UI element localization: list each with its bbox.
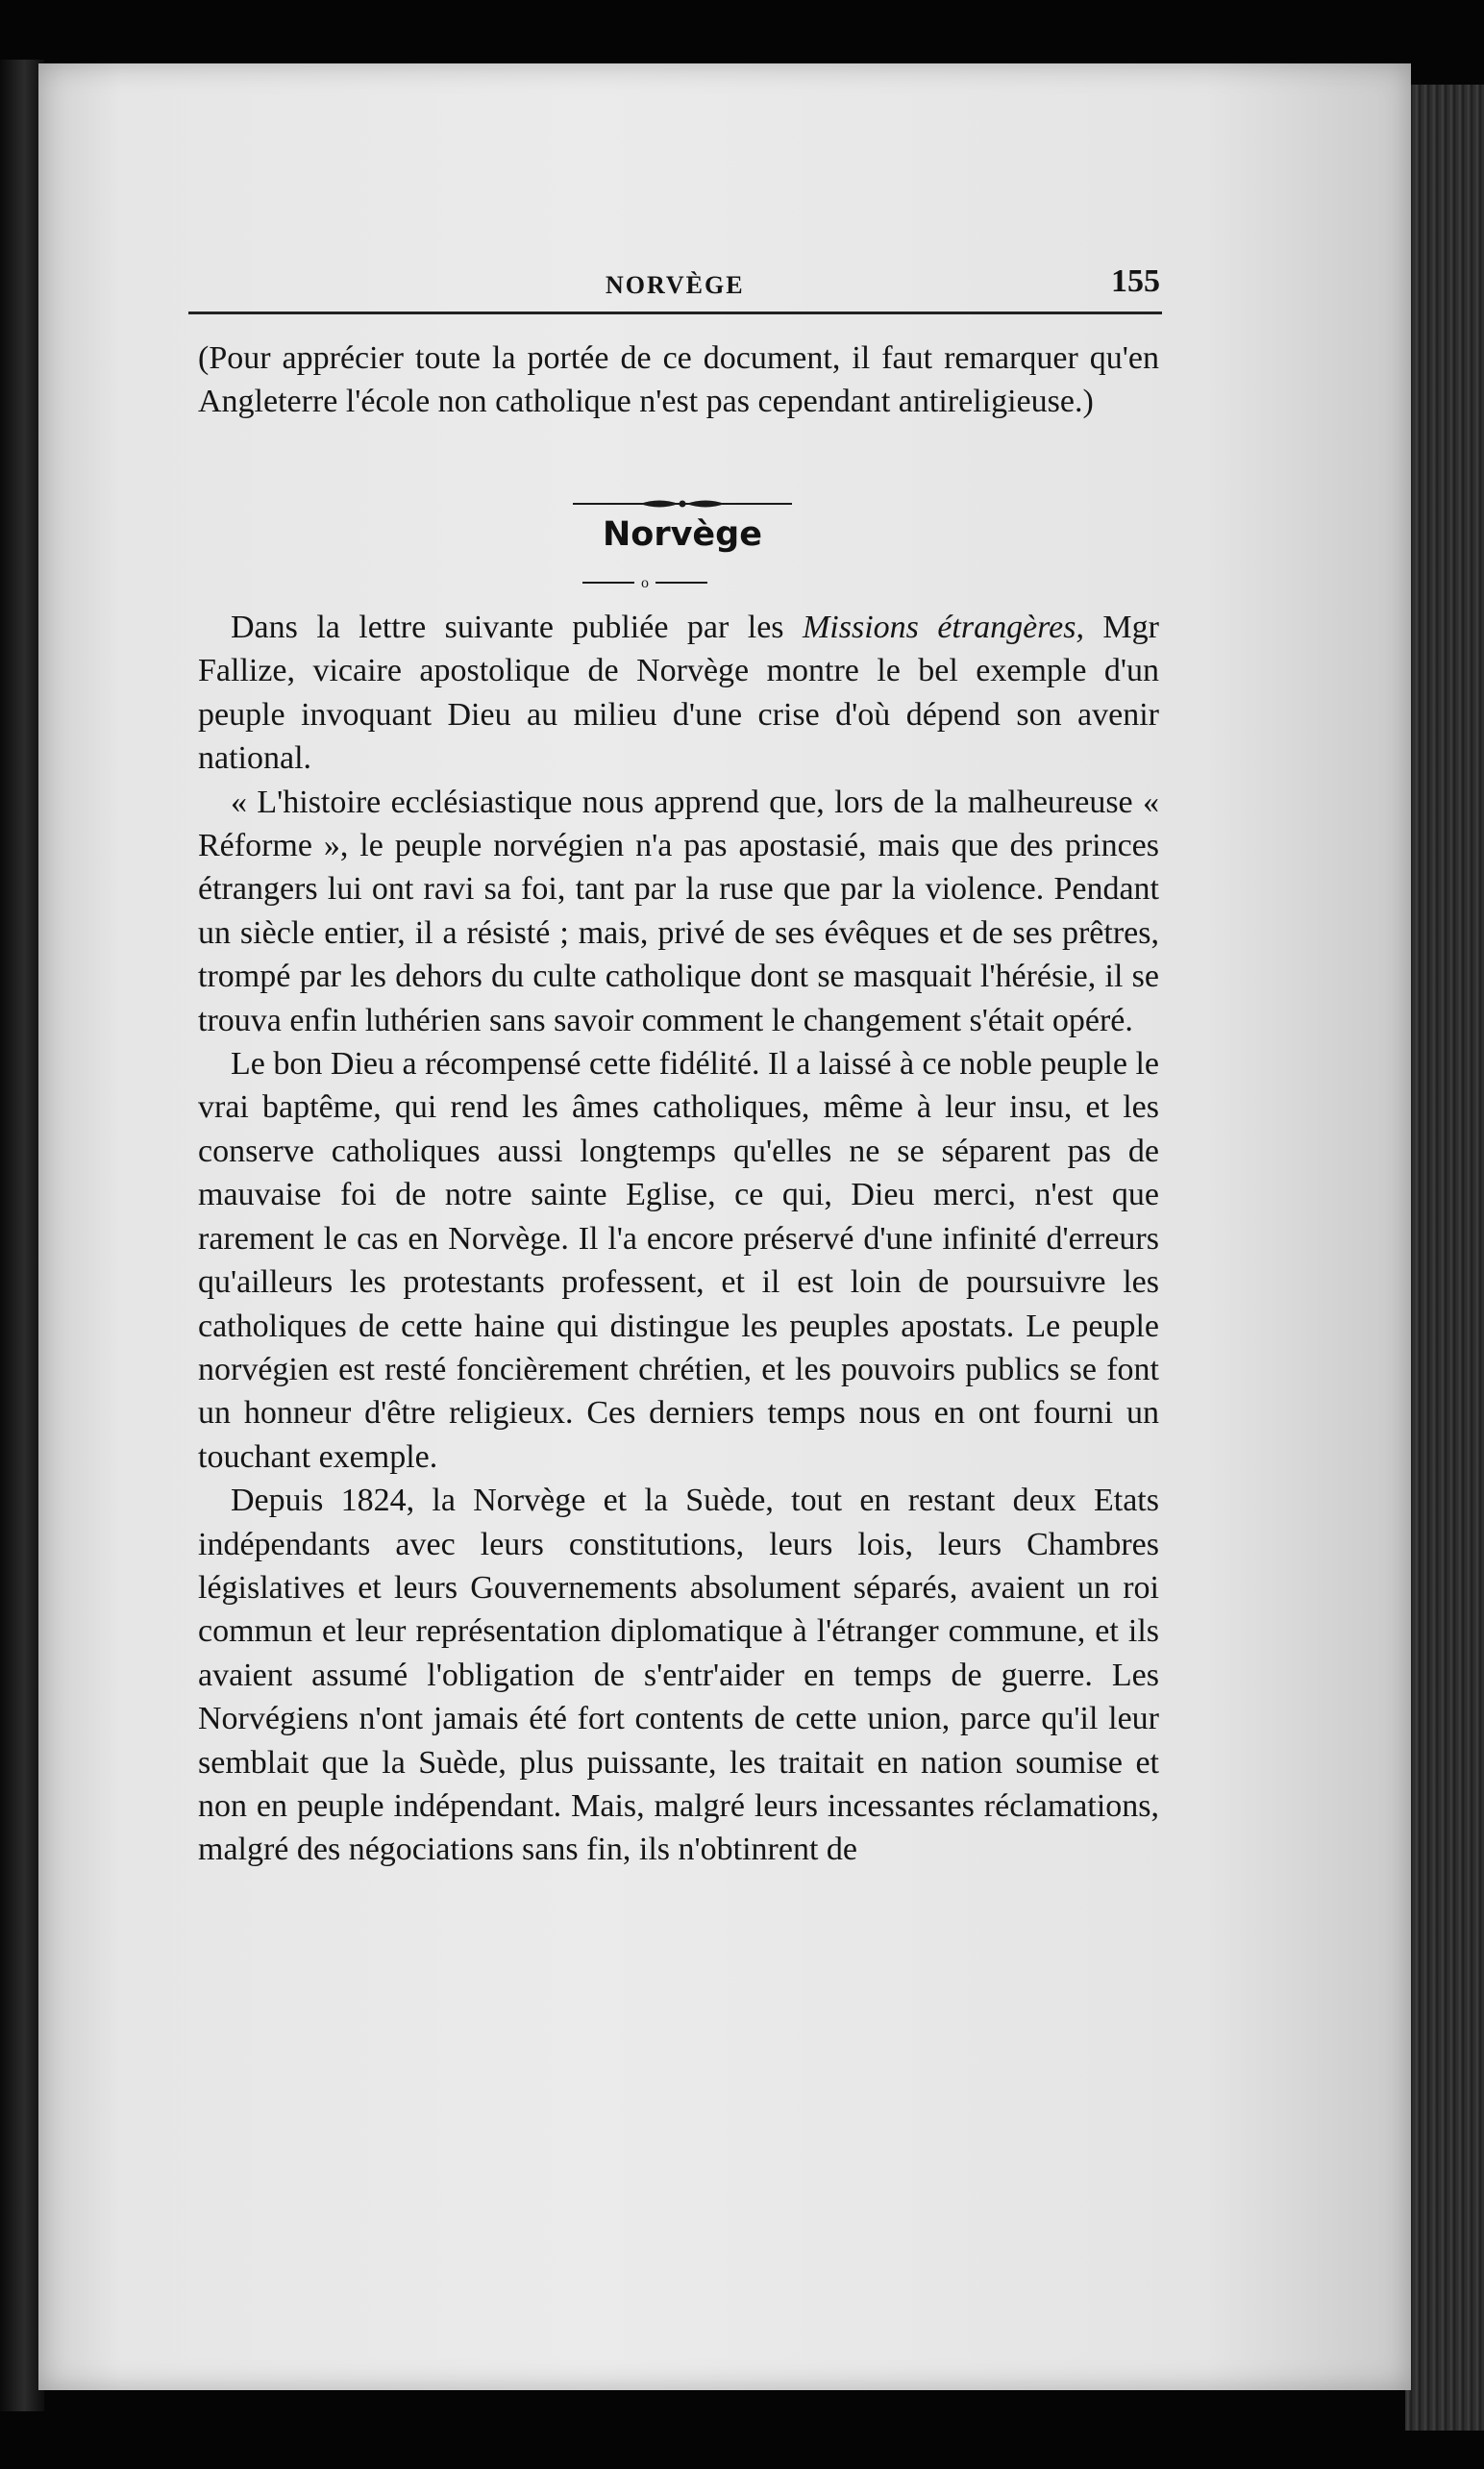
section-heading: Norvège [603,515,762,554]
paragraph-4: Depuis 1824, la Norvège et la Suède, tout en restant deux Etats indépendants avec leurs constitutions, leurs lois, leurs Chambres législatives et leurs Gouvernements absolument séparés, avaient un roi commun et leur représentation diplomatique à l'étranger commune, et ils avaient assumé l'obligation de s'entr'aider en temps de guerre. Les Norvégiens n'ont jamais été fort contents de cette union, parce qu'il leur semblait que la Suède, plus puissante, les traitait en nation soumise et non en peuple indépendant. Mais, malgré leurs incessantes réclamations, malgré des négociations sans fin, ils n'obtinrent de [198,1483,1159,1868]
paragraph-2: « L'histoire ecclésiastique nous apprend que, lors de la malheureuse « Réforme », le peuple norvégien n'a pas apostasié, mais que des princes étrangers lui ont ravi sa foi, tant par la ruse que par la violence. Pendant un siècle entier, il a résisté ; mais, privé de ses évêques et de ses prêtres, trompé par les dehors du culte catholique dont se masquait l'hérésie, il se trouva enfin luthérien sans savoir comment le changement s'était opéré. [198,784,1159,1038]
separator-glyph: o [641,575,649,591]
page-stack-edge [1405,85,1484,2431]
intro-paragraph: (Pour apprécier toute la portée de ce document, il faut remarquer qu'en Angleterre l'école non catholique n'est pas cependant antireligieuse.) [198,340,1159,420]
paragraph-3: Le bon Dieu a récompensé cette fidélité. Il a laissé à ce noble peuple le vrai baptême, qui rend les âmes catholiques, même à leur insu, et les conserve catholiques aussi longtemps qu'elles ne se séparent pas de mauvaise foi de notre sainte Eglise, ce qui, Dieu merci, n'est que rarement le cas en Norvège. Il l'a encore préservé d'une infinité d'erreurs qu'ailleurs les protestants professent, et il est loin de poursuivre les catholiques de cette haine qui distingue les peuples apostats. Le peuple norvégien est resté foncièrement chrétien, et les pouvoirs publics se font un honneur d'être religieux. Ces derniers temps nous en ont fourni un touchant exemple. [198,1046,1159,1475]
running-header [188,262,1162,314]
paragraph-1-rest: Mgr Fallize, vicaire apostolique de Norvège montre le bel exemple d'un peuple invoquant Dieu au milieu d'une crise d'où dépend son avenir national. [198,610,1159,777]
small-separator-icon [582,573,707,592]
paragraph-1-publication: Missions étrangères, [802,610,1084,645]
ornament-divider-icon [573,496,792,511]
paragraph-1 [198,606,1159,781]
paragraph-1-lead: Dans la lettre suivante publiée par les [231,610,803,645]
page-number: 155 [1111,263,1160,299]
intro-paragraph-block [198,337,1159,424]
body-text [198,606,1159,1872]
running-title: NORVÈGE [606,271,745,299]
